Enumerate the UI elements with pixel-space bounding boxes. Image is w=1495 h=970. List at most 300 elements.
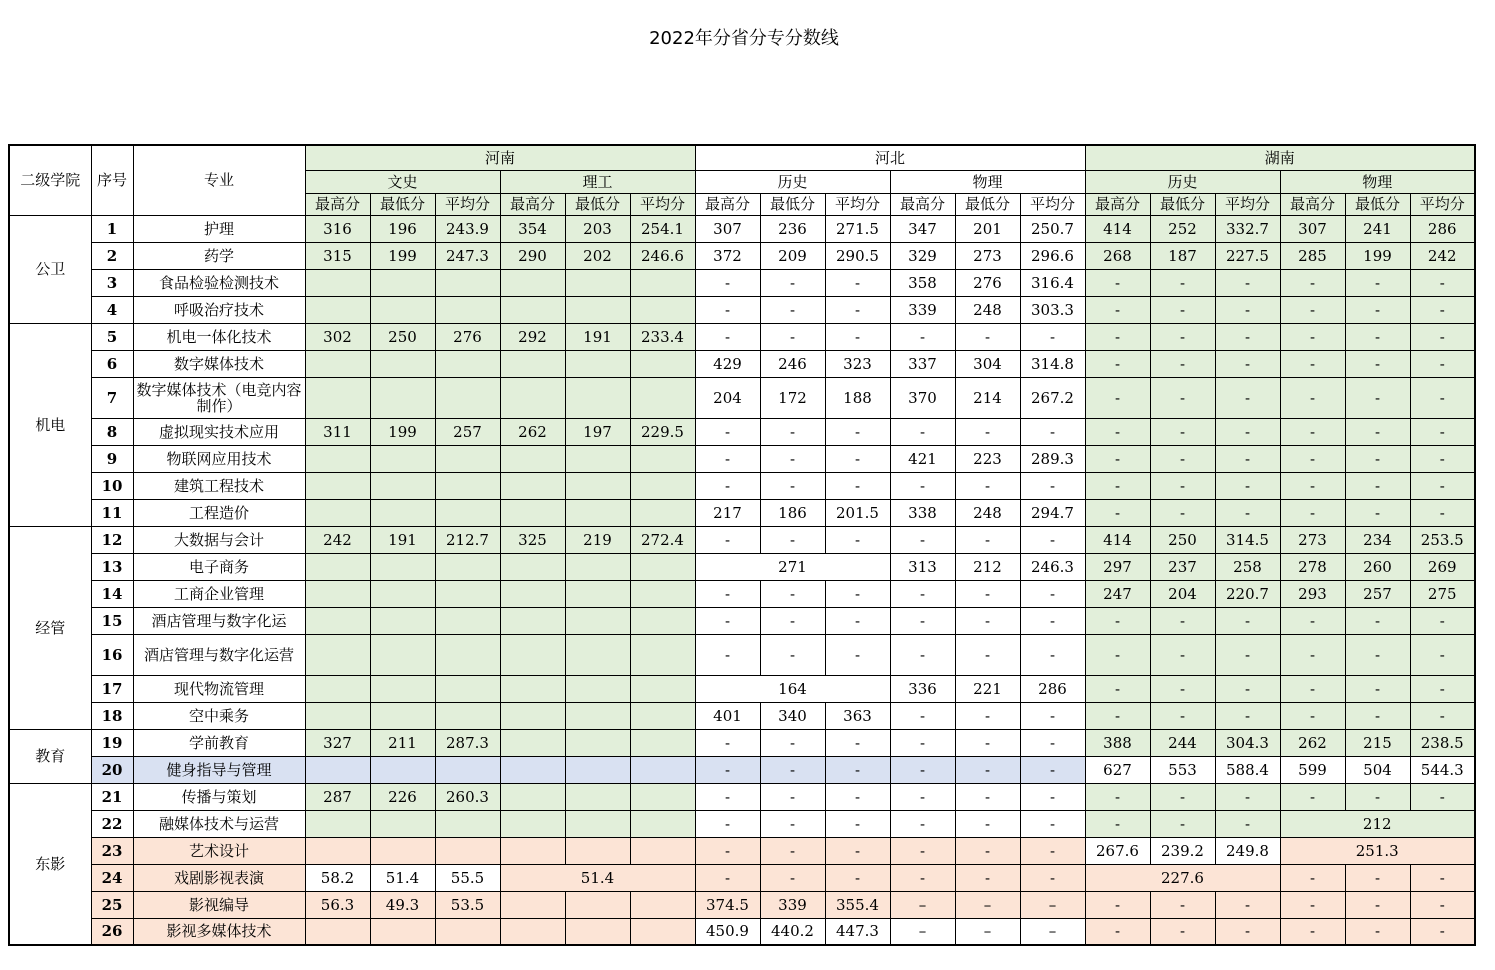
score-cell: 304.3	[1215, 729, 1280, 756]
seq-cell: 18	[91, 702, 133, 729]
major-cell: 虚拟现实技术应用	[133, 418, 305, 445]
score-cell: -	[890, 729, 955, 756]
score-cell: 290.5	[825, 242, 890, 269]
score-cell: 246.3	[1020, 553, 1085, 580]
major-cell: 空中乘务	[133, 702, 305, 729]
score-cell: -	[1410, 864, 1475, 891]
score-cell: -	[760, 783, 825, 810]
header-metric: 平均分	[435, 193, 500, 215]
score-cell	[565, 756, 630, 783]
header-metric: 最低分	[760, 193, 825, 215]
score-cell: -	[1410, 634, 1475, 675]
score-cell: 226	[370, 783, 435, 810]
score-cell: 363	[825, 702, 890, 729]
major-cell: 建筑工程技术	[133, 472, 305, 499]
score-cell: 220.7	[1215, 580, 1280, 607]
score-cell	[565, 607, 630, 634]
score-cell: -	[1150, 918, 1215, 945]
score-cell	[370, 756, 435, 783]
score-cell: 296.6	[1020, 242, 1085, 269]
seq-cell: 3	[91, 269, 133, 296]
table-row	[9, 445, 1475, 472]
score-cell: -	[1020, 810, 1085, 837]
score-cell: -	[1085, 634, 1150, 675]
score-cell: -	[1345, 675, 1410, 702]
score-cell: -	[695, 864, 760, 891]
score-cell: -	[1085, 269, 1150, 296]
score-cell: 51.4	[370, 864, 435, 891]
score-cell	[500, 269, 565, 296]
score-cell: 307	[1280, 215, 1345, 242]
seq-cell: 12	[91, 526, 133, 553]
score-cell: -	[1150, 472, 1215, 499]
table-row	[9, 215, 1475, 242]
score-cell: -	[955, 756, 1020, 783]
score-cell: -	[1215, 607, 1280, 634]
score-cell: -	[890, 526, 955, 553]
score-cell: -	[760, 526, 825, 553]
score-cell: -	[890, 864, 955, 891]
score-cell: -	[1020, 783, 1085, 810]
seq-cell: 1	[91, 215, 133, 242]
score-cell: 290	[500, 242, 565, 269]
score-cell: 627	[1085, 756, 1150, 783]
score-cell: 212	[1280, 810, 1475, 837]
score-cell: 347	[890, 215, 955, 242]
score-cell: -	[760, 634, 825, 675]
header-metric: 最高分	[305, 193, 370, 215]
score-cell: -	[1280, 918, 1345, 945]
score-cell: 272.4	[630, 526, 695, 553]
score-cell: 187	[1150, 242, 1215, 269]
score-cell: -	[890, 634, 955, 675]
score-cell	[305, 350, 370, 377]
score-cell: -	[1150, 810, 1215, 837]
table-row	[9, 864, 1475, 891]
header-metric: 平均分	[1410, 193, 1475, 215]
score-cell: -	[695, 296, 760, 323]
score-cell: -	[1280, 891, 1345, 918]
major-cell: 工商企业管理	[133, 580, 305, 607]
score-cell	[500, 445, 565, 472]
score-cell: -	[890, 756, 955, 783]
major-cell: 影视多媒体技术	[133, 918, 305, 945]
header-major: 专业	[133, 145, 305, 215]
score-cell: -	[1085, 810, 1150, 837]
table-row	[9, 891, 1475, 918]
score-cell	[500, 472, 565, 499]
score-cell: 271	[695, 553, 890, 580]
score-cell: 221	[955, 675, 1020, 702]
score-cell	[565, 472, 630, 499]
score-cell	[370, 837, 435, 864]
score-cell: 374.5	[695, 891, 760, 918]
score-cell: -	[1345, 296, 1410, 323]
score-cell	[630, 269, 695, 296]
major-cell: 食品检验检测技术	[133, 269, 305, 296]
score-cell: 247.3	[435, 242, 500, 269]
score-cell: -	[760, 269, 825, 296]
table-row	[9, 269, 1475, 296]
table-row	[9, 918, 1475, 945]
major-cell: 呼吸治疗技术	[133, 296, 305, 323]
score-cell: -	[1150, 377, 1215, 418]
score-cell: 258	[1215, 553, 1280, 580]
score-cell: 237	[1150, 553, 1215, 580]
score-cell: -	[1345, 499, 1410, 526]
score-cell: -	[1215, 472, 1280, 499]
score-cell: 233.4	[630, 323, 695, 350]
score-cell	[435, 580, 500, 607]
score-cell: 223	[955, 445, 1020, 472]
score-cell: 234	[1345, 526, 1410, 553]
score-cell: 314.5	[1215, 526, 1280, 553]
header-metric: 最低分	[1150, 193, 1215, 215]
score-cell: -	[695, 837, 760, 864]
score-cell: 401	[695, 702, 760, 729]
major-cell: 护理	[133, 215, 305, 242]
score-cell: -	[695, 634, 760, 675]
table-row	[9, 810, 1475, 837]
major-cell: 大数据与会计	[133, 526, 305, 553]
seq-cell: 10	[91, 472, 133, 499]
score-cell: -	[1020, 323, 1085, 350]
score-cell	[435, 553, 500, 580]
score-cell	[565, 499, 630, 526]
header-seq: 序号	[91, 145, 133, 215]
score-cell: -	[760, 418, 825, 445]
score-cell	[305, 580, 370, 607]
score-cell: -	[1410, 891, 1475, 918]
score-cell: 327	[305, 729, 370, 756]
score-cell: 286	[1020, 675, 1085, 702]
score-cell	[435, 607, 500, 634]
score-cell: 447.3	[825, 918, 890, 945]
score-cell: -	[955, 702, 1020, 729]
score-cell: 51.4	[500, 864, 695, 891]
table-row	[9, 783, 1475, 810]
score-cell: -	[760, 864, 825, 891]
score-cell: 186	[760, 499, 825, 526]
score-cell	[565, 891, 630, 918]
score-cell	[370, 580, 435, 607]
seq-cell: 5	[91, 323, 133, 350]
major-cell: 传播与策划	[133, 783, 305, 810]
score-cell: -	[1215, 445, 1280, 472]
score-cell	[435, 377, 500, 418]
score-cell	[435, 350, 500, 377]
score-cell: 275	[1410, 580, 1475, 607]
score-cell: -	[1150, 418, 1215, 445]
score-cell: -	[1150, 702, 1215, 729]
score-cell: -	[1215, 675, 1280, 702]
score-cell: -	[1085, 675, 1150, 702]
score-cell: 307	[695, 215, 760, 242]
dept-cell: 经管	[9, 526, 91, 729]
score-cell: -	[695, 445, 760, 472]
score-cell: -	[1215, 377, 1280, 418]
score-cell: 212	[955, 553, 1020, 580]
header-metric: 平均分	[1020, 193, 1085, 215]
header-metric: 最高分	[500, 193, 565, 215]
score-cell	[565, 296, 630, 323]
score-cell: -	[1020, 864, 1085, 891]
score-cell	[305, 756, 370, 783]
score-cell	[370, 350, 435, 377]
score-cell: 58.2	[305, 864, 370, 891]
score-cell	[370, 499, 435, 526]
score-cell: 553	[1150, 756, 1215, 783]
score-cell	[500, 553, 565, 580]
score-cell: 315	[305, 242, 370, 269]
score-cell: 338	[890, 499, 955, 526]
major-cell: 酒店管理与数字化运	[133, 607, 305, 634]
score-cell: 257	[435, 418, 500, 445]
score-cell: -	[695, 323, 760, 350]
score-cell: 244	[1150, 729, 1215, 756]
dept-cell: 机电	[9, 323, 91, 526]
score-table	[8, 144, 1476, 946]
score-cell: 268	[1085, 242, 1150, 269]
seq-cell: 26	[91, 918, 133, 945]
score-cell: 199	[1345, 242, 1410, 269]
seq-cell: 15	[91, 607, 133, 634]
header-metric: 最高分	[890, 193, 955, 215]
table-row	[9, 296, 1475, 323]
score-cell: -	[1280, 702, 1345, 729]
table-row	[9, 607, 1475, 634]
score-cell	[370, 607, 435, 634]
major-cell: 数字媒体技术（电竞内容制作）	[133, 377, 305, 418]
table-row	[9, 675, 1475, 702]
score-cell: -	[1345, 918, 1410, 945]
score-cell: -	[1150, 323, 1215, 350]
score-cell	[435, 918, 500, 945]
header-track: 历史	[1085, 170, 1280, 193]
score-cell: 209	[760, 242, 825, 269]
score-cell	[370, 634, 435, 675]
score-cell: 340	[760, 702, 825, 729]
score-cell: -	[825, 756, 890, 783]
score-cell: -	[760, 580, 825, 607]
score-cell: 246	[760, 350, 825, 377]
score-cell	[435, 634, 500, 675]
score-cell: 273	[1280, 526, 1345, 553]
score-cell: -	[760, 810, 825, 837]
score-cell: -	[695, 756, 760, 783]
major-cell: 酒店管理与数字化运营	[133, 634, 305, 675]
score-cell: -	[760, 837, 825, 864]
score-cell: 303.3	[1020, 296, 1085, 323]
score-cell: -	[1215, 702, 1280, 729]
score-cell: 414	[1085, 526, 1150, 553]
score-cell	[305, 472, 370, 499]
score-cell: 164	[695, 675, 890, 702]
score-cell: 421	[890, 445, 955, 472]
score-cell: -	[1215, 918, 1280, 945]
score-cell	[435, 445, 500, 472]
header-metric: 最高分	[695, 193, 760, 215]
score-cell: -	[1280, 296, 1345, 323]
score-cell: 388	[1085, 729, 1150, 756]
score-cell: -	[1020, 756, 1085, 783]
score-cell: 212.7	[435, 526, 500, 553]
major-cell: 工程造价	[133, 499, 305, 526]
score-cell	[435, 296, 500, 323]
score-cell: 229.5	[630, 418, 695, 445]
score-cell: 370	[890, 377, 955, 418]
score-cell: -	[1410, 377, 1475, 418]
score-cell: 429	[695, 350, 760, 377]
score-cell	[305, 702, 370, 729]
table-row	[9, 472, 1475, 499]
header-metric: 最低分	[565, 193, 630, 215]
major-cell: 数字媒体技术	[133, 350, 305, 377]
score-cell: -	[1280, 864, 1345, 891]
score-cell: -	[890, 418, 955, 445]
seq-cell: 11	[91, 499, 133, 526]
seq-cell: 4	[91, 296, 133, 323]
score-cell: -	[1085, 350, 1150, 377]
score-cell: -	[825, 783, 890, 810]
score-cell	[435, 269, 500, 296]
score-cell: -	[1020, 607, 1085, 634]
score-cell: 243.9	[435, 215, 500, 242]
score-cell	[305, 377, 370, 418]
score-cell	[565, 837, 630, 864]
score-cell	[630, 580, 695, 607]
score-cell	[630, 702, 695, 729]
score-cell: 316.4	[1020, 269, 1085, 296]
score-cell: 504	[1345, 756, 1410, 783]
score-cell: -	[1410, 350, 1475, 377]
score-cell: -	[1410, 918, 1475, 945]
score-cell: -	[1085, 499, 1150, 526]
score-cell: 248	[955, 296, 1020, 323]
score-cell	[500, 702, 565, 729]
major-cell: 戏剧影视表演	[133, 864, 305, 891]
score-cell: -	[1280, 445, 1345, 472]
score-cell: -	[760, 756, 825, 783]
score-cell: -	[825, 526, 890, 553]
score-cell: 294.7	[1020, 499, 1085, 526]
score-cell: 172	[760, 377, 825, 418]
score-cell: -	[695, 607, 760, 634]
score-cell: -	[695, 810, 760, 837]
score-cell: -	[955, 418, 1020, 445]
score-cell	[305, 837, 370, 864]
score-cell: 197	[565, 418, 630, 445]
score-cell: -	[1280, 634, 1345, 675]
score-cell	[630, 783, 695, 810]
score-cell: -	[825, 445, 890, 472]
score-cell	[435, 756, 500, 783]
score-cell: -	[1280, 607, 1345, 634]
score-cell: -	[1280, 377, 1345, 418]
score-cell: 254.1	[630, 215, 695, 242]
score-cell: -	[1345, 472, 1410, 499]
score-cell	[305, 445, 370, 472]
major-cell: 艺术设计	[133, 837, 305, 864]
score-cell: -	[1410, 472, 1475, 499]
score-cell: -	[1150, 634, 1215, 675]
score-cell: -	[695, 783, 760, 810]
score-cell: 250.7	[1020, 215, 1085, 242]
score-cell: –	[1020, 918, 1085, 945]
score-cell: -	[695, 580, 760, 607]
score-cell: 260.3	[435, 783, 500, 810]
table-row	[9, 418, 1475, 445]
score-cell	[630, 350, 695, 377]
score-cell	[630, 891, 695, 918]
score-cell	[500, 675, 565, 702]
score-cell: 339	[890, 296, 955, 323]
table-row	[9, 580, 1475, 607]
score-cell: -	[1215, 418, 1280, 445]
score-cell	[500, 580, 565, 607]
score-cell	[435, 675, 500, 702]
score-cell: -	[1410, 783, 1475, 810]
score-cell: -	[955, 783, 1020, 810]
score-cell: -	[1215, 634, 1280, 675]
score-cell: -	[760, 729, 825, 756]
score-cell: 214	[955, 377, 1020, 418]
score-cell	[630, 634, 695, 675]
score-cell: -	[1345, 418, 1410, 445]
score-cell: -	[1085, 377, 1150, 418]
score-cell: –	[955, 891, 1020, 918]
major-cell: 学前教育	[133, 729, 305, 756]
score-cell: 252	[1150, 215, 1215, 242]
score-cell	[630, 675, 695, 702]
score-cell: 55.5	[435, 864, 500, 891]
score-cell: 236	[760, 215, 825, 242]
score-cell: –	[890, 891, 955, 918]
score-cell: -	[825, 864, 890, 891]
score-cell: -	[1150, 499, 1215, 526]
score-cell	[565, 702, 630, 729]
score-cell: 188	[825, 377, 890, 418]
header-track: 文史	[305, 170, 500, 193]
score-cell: -	[1085, 607, 1150, 634]
score-cell	[630, 377, 695, 418]
seq-cell: 16	[91, 634, 133, 675]
seq-cell: 9	[91, 445, 133, 472]
score-cell	[565, 729, 630, 756]
score-cell: 285	[1280, 242, 1345, 269]
dept-cell: 公卫	[9, 215, 91, 323]
score-cell: -	[1280, 472, 1345, 499]
score-cell: 217	[695, 499, 760, 526]
score-cell: 53.5	[435, 891, 500, 918]
seq-cell: 19	[91, 729, 133, 756]
score-cell: 219	[565, 526, 630, 553]
score-cell: -	[825, 269, 890, 296]
score-cell: 311	[305, 418, 370, 445]
score-cell: -	[825, 607, 890, 634]
score-cell: 267.2	[1020, 377, 1085, 418]
score-cell: 227.6	[1085, 864, 1280, 891]
score-cell: 201.5	[825, 499, 890, 526]
score-cell: -	[825, 580, 890, 607]
header-metric: 平均分	[1215, 193, 1280, 215]
score-cell: 304	[955, 350, 1020, 377]
score-cell	[630, 729, 695, 756]
seq-cell: 7	[91, 377, 133, 418]
score-cell: 242	[1410, 242, 1475, 269]
score-cell	[370, 553, 435, 580]
score-cell: 267.6	[1085, 837, 1150, 864]
